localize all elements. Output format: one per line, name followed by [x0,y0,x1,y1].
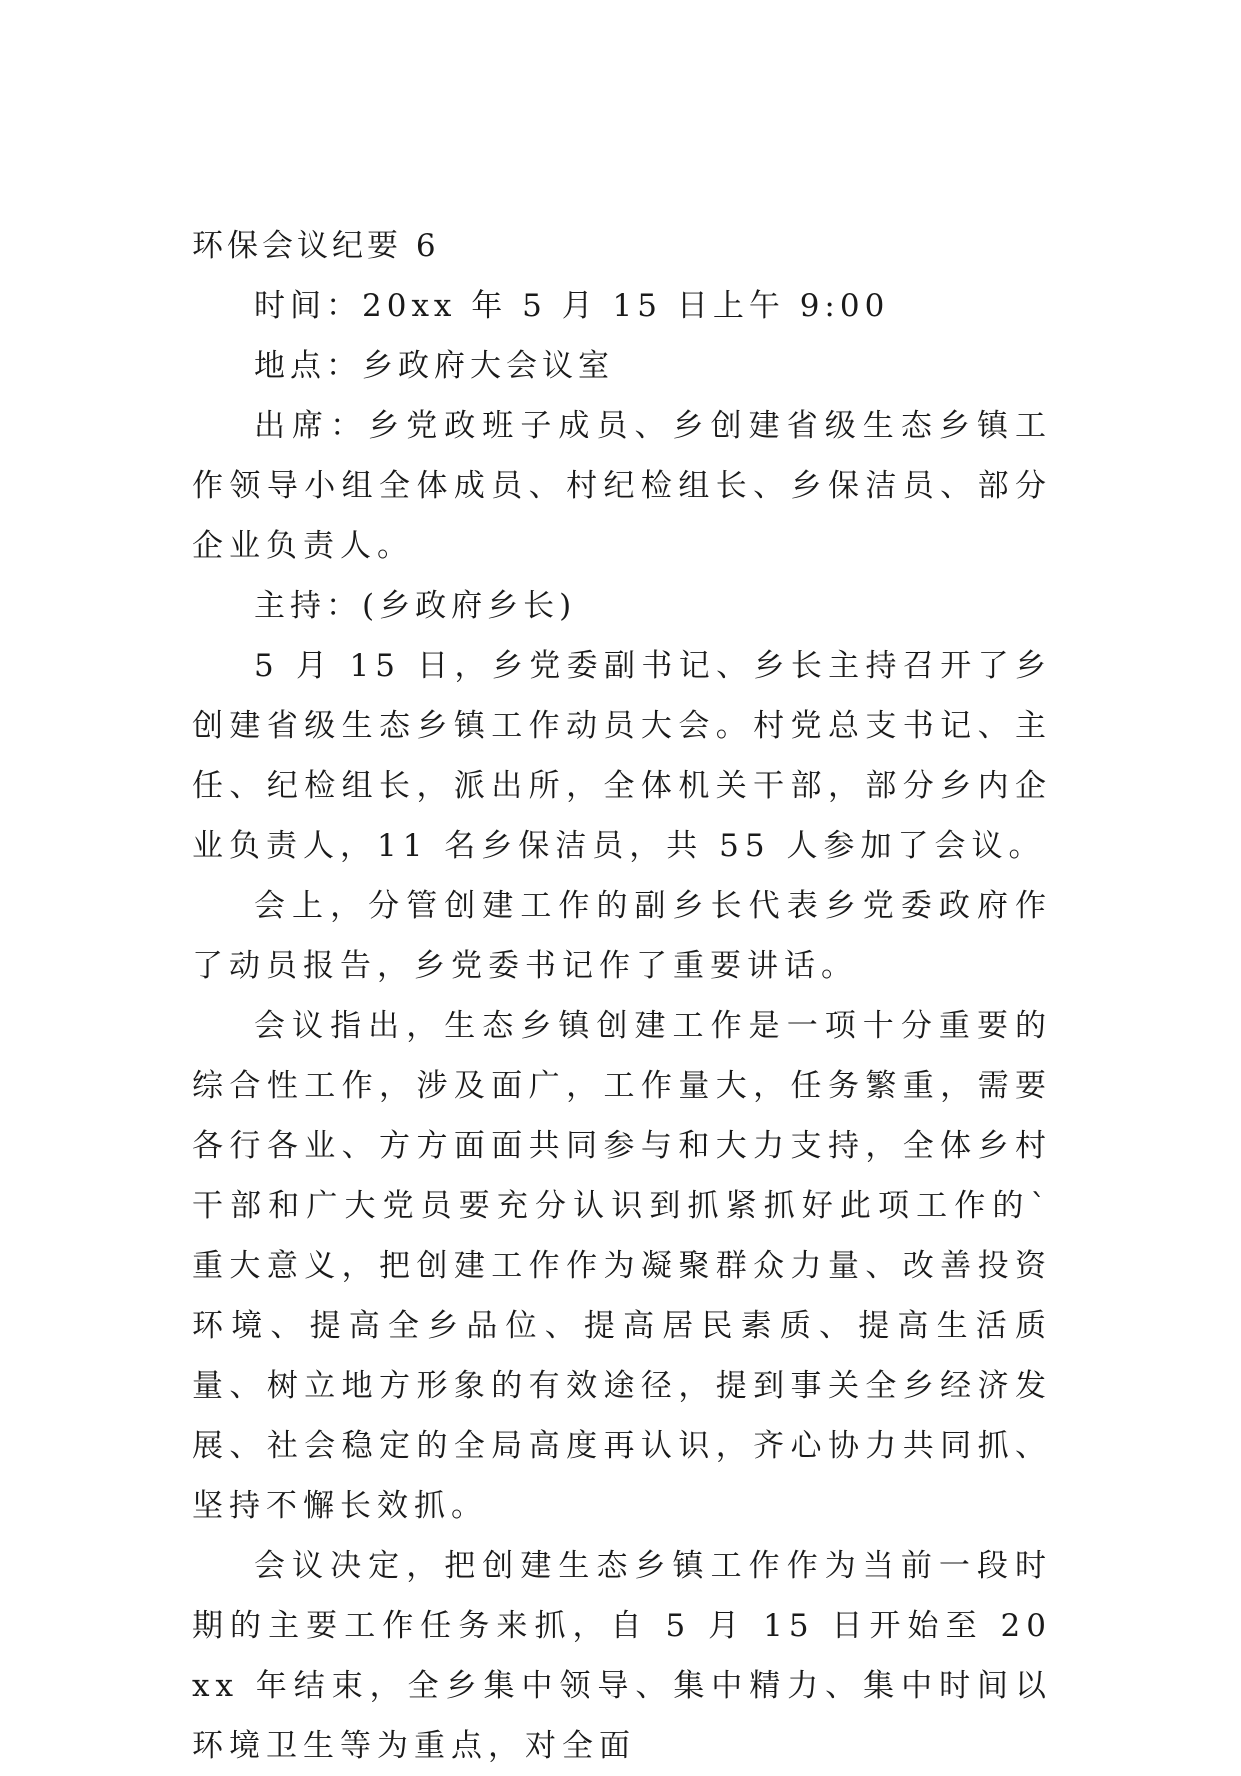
document-title: 环保会议纪要 6 [192,228,440,264]
meeting-place: 地点：乡政府大会议室 [254,348,614,384]
meeting-attendees: 出席：乡党政班子成员、乡创建省级生态乡镇工作领导小组全体成员、村纪检组长、乡保洁员、部分企业负责人。 [192,408,1052,564]
body-paragraph: 会议决定，把创建生态乡镇工作作为当前一段时期的主要工作任务来抓，自 5 月 15 日开始至 20xx 年结束，全乡集中领导、集中精力、集中时间以环境卫生等为重点，对全面 [192,1548,1052,1764]
document-page [192,216,1052,1776]
body-paragraph: 会议指出，生态乡镇创建工作是一项十分重要的综合性工作，涉及面广，工作量大，任务繁重，需要各行各业、方方面面共同参与和大力支持，全体乡村干部和广大党员要充分认识到抓紧抓好此项工作的`重大意义，把创建工作作为凝聚群众力量、改善投资环境、提高全乡品位、提高居民素质、提高生活质量、树立地方形象的有效途径，提到事关全乡经济发展、社会稳定的全局高度再认识，齐心协力共同抓、坚持不懈长效抓。 [192,1008,1052,1524]
body-paragraph: 会上，分管创建工作的副乡长代表乡党委政府作了动员报告，乡党委书记作了重要讲话。 [192,888,1052,984]
body-paragraph: 5 月 15 日，乡党委副书记、乡长主持召开了乡创建省级生态乡镇工作动员大会。村党总支书记、主任、纪检组长，派出所，全体机关干部，部分乡内企业负责人，11 名乡保洁员，共 55 人参加了会议。 [192,648,1052,864]
meeting-time: 时间：20xx 年 5 月 15 日上午 9:00 [254,288,890,324]
meeting-host: 主持：(乡政府乡长) [254,588,577,624]
